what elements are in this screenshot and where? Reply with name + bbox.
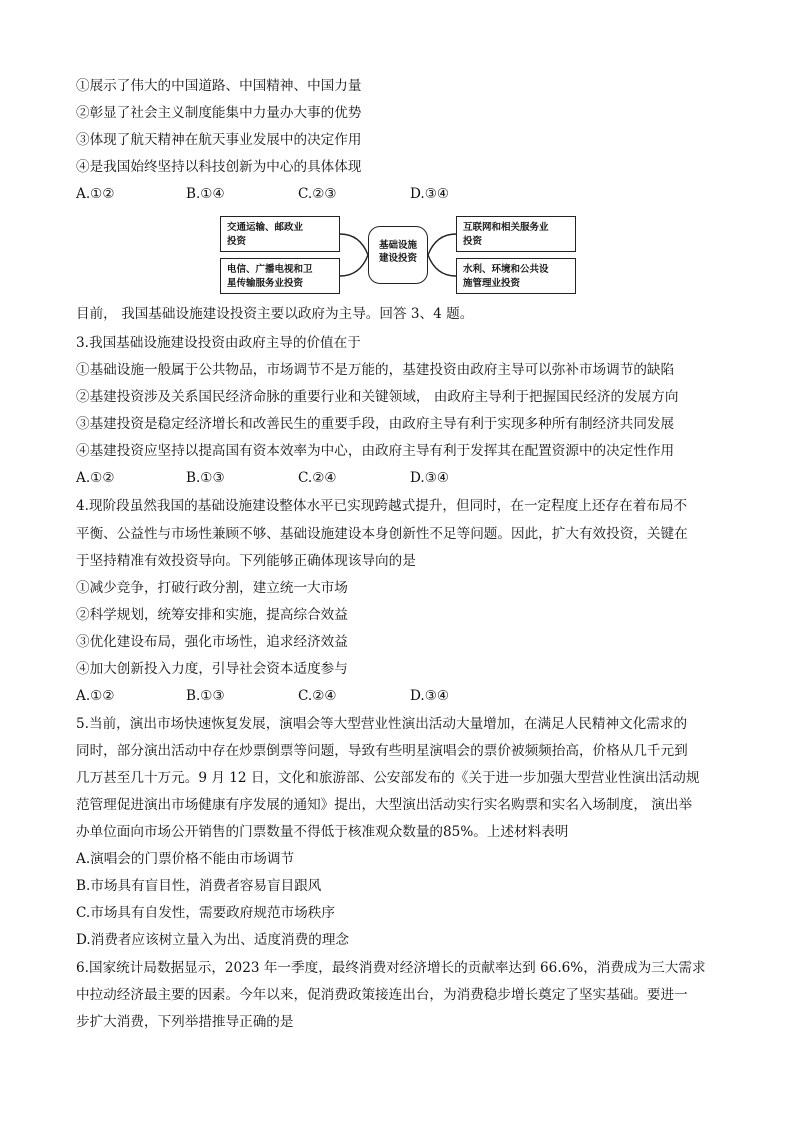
box-internet-services (456, 216, 576, 252)
box-telecom-broadcast (220, 258, 340, 294)
q2-option-b: B.①④ (186, 186, 225, 202)
box-water-line-1: 水利、环境和公共设 (463, 264, 549, 275)
q4-option-a: A.①② (76, 688, 115, 704)
q3-option-d: D.③④ (410, 470, 450, 486)
q4-stem-line-1: 4.现阶段虽然我国的基础设施建设整体水平已实现跨越式提升，但同时，在一定程度上还存在着布局不 (76, 498, 688, 514)
q5-stem-line-5: 办单位面向市场公开销售的门票数量不得低于核准观众数量的85%。上述材料表明 (76, 824, 569, 840)
q3-item-3: ③基建投资是稳定经济增长和改善民生的重要手段，由政府主导有利于实现多种所有制经济共同发展 (76, 416, 675, 432)
box-transport-line-1: 交通运输、邮政业 (227, 222, 304, 233)
q5-stem-line-1: 5.当前，演出市场快速恢复发展，演唱会等大型营业性演出活动大量增加，在满足人民精神文化需求的 (76, 716, 688, 732)
q3-item-4: ④基建投资应坚持以提高国有资本效率为中心，由政府主导有利于发挥其在配置资源中的决定性作用 (76, 443, 675, 459)
q3-stem: 3.我国基础设施建设投资由政府主导的价值在于 (76, 335, 361, 351)
q2-option-d: D.③④ (410, 186, 450, 202)
q4-item-4: ④加大创新投入力度，引导社会资本适度参与 (76, 661, 348, 677)
q4-option-d: D.③④ (410, 688, 450, 704)
q2-option-c: C.②③ (298, 186, 337, 202)
q2-item-3: ③体现了航天精神在航天事业发展中的决定作用 (76, 132, 362, 148)
q4-item-1: ①减少竞争，打破行政分割，建立统一大市场 (76, 580, 348, 596)
q2-item-2: ②彰显了社会主义制度能集中力量办大事的优势 (76, 105, 362, 121)
investment-diagram (220, 214, 576, 296)
q4-option-c: C.②④ (298, 688, 337, 704)
box-internet-line-2: 投资 (463, 236, 483, 247)
intro-text: 目前， 我国基础设施建设投资主要以政府为主导。回答 3、4 题。 (76, 306, 474, 322)
q4-option-b: B.①③ (186, 688, 225, 704)
q6-stem-line-1: 6.国家统计局数据显示，2023 年一季度，最终消费对经济增长的贡献率达到 66.6%，消费成为三大需求 (76, 960, 706, 976)
q4-stem-line-3: 于坚持精准有效投资导向。下列能够正确体现该导向的是 (76, 553, 416, 569)
q2-option-a: A.①② (76, 186, 115, 202)
q5-option-a: A.演唱会的门票价格不能由市场调节 (76, 851, 295, 867)
q5-option-d: D.消费者应该树立量入为出、适度消费的理念 (76, 932, 350, 948)
box-water-environment (456, 258, 576, 294)
box-water-line-2: 施管理业投资 (463, 278, 521, 289)
q5-stem-line-3: 几万甚至几十万元。9 月 12 日，文化和旅游部、公安部发布的《关于进一步加强大型营业性演出活动规 (76, 770, 700, 786)
center-infrastructure-investment (368, 226, 428, 284)
q5-option-b: B.市场具有盲目性，消费者容易盲目跟风 (76, 878, 322, 894)
q3-option-b: B.①③ (186, 470, 225, 486)
q3-item-1: ①基础设施一般属于公共物品，市场调节不是万能的，基建投资由政府主导可以弥补市场调节的缺陷 (76, 362, 675, 378)
center-line-2: 建设投资 (378, 253, 417, 264)
q6-stem-line-3: 步扩大消费，下列举措推导正确的是 (76, 1014, 294, 1030)
q4-item-2: ②科学规划，统筹安排和实施，提高综合效益 (76, 607, 348, 623)
center-line-1: 基础设施 (378, 240, 417, 251)
q2-item-4: ④是我国始终坚持以科技创新为中心的具体体现 (76, 159, 362, 175)
q4-stem-line-2: 平衡、公益性与市场性兼顾不够、基础设施建设本身创新性不足等问题。因此，扩大有效投资，关键在 (76, 526, 688, 542)
q6-stem-line-2: 中拉动经济最主要的因素。今年以来，促消费政策接连出台，为消费稳步增长奠定了坚实基础。要进一 (76, 987, 688, 1003)
q4-item-3: ③优化建设布局，强化市场性，追求经济效益 (76, 634, 348, 650)
q5-option-c: C.市场具有自发性，需要政府规范市场秩序 (76, 905, 335, 921)
box-transport-postal (220, 216, 340, 252)
box-telecom-line-1: 电信、广播电视和卫 (227, 264, 313, 275)
q3-option-a: A.①② (76, 470, 115, 486)
box-telecom-line-2: 星传输服务业投资 (227, 278, 304, 289)
q5-stem-line-2: 同时，部分演出活动中存在炒票倒票等问题，导致有些明星演唱会的票价被频频抬高，价格从几千元到 (76, 743, 688, 759)
q5-stem-line-4: 范管理促进演出市场健康有序发展的通知》提出，大型演出活动实行实名购票和实名入场制度， 演出举 (76, 797, 693, 813)
box-transport-line-2: 投资 (227, 236, 247, 247)
q3-item-2: ②基建投资涉及关系国民经济命脉的重要行业和关键领域， 由政府主导利于把握国民经济的发展方向 (76, 389, 679, 405)
q2-item-1: ①展示了伟大的中国道路、中国精神、中国力量 (76, 78, 362, 94)
q3-option-c: C.②④ (298, 470, 337, 486)
box-internet-line-1: 互联网和相关服务业 (463, 222, 549, 233)
